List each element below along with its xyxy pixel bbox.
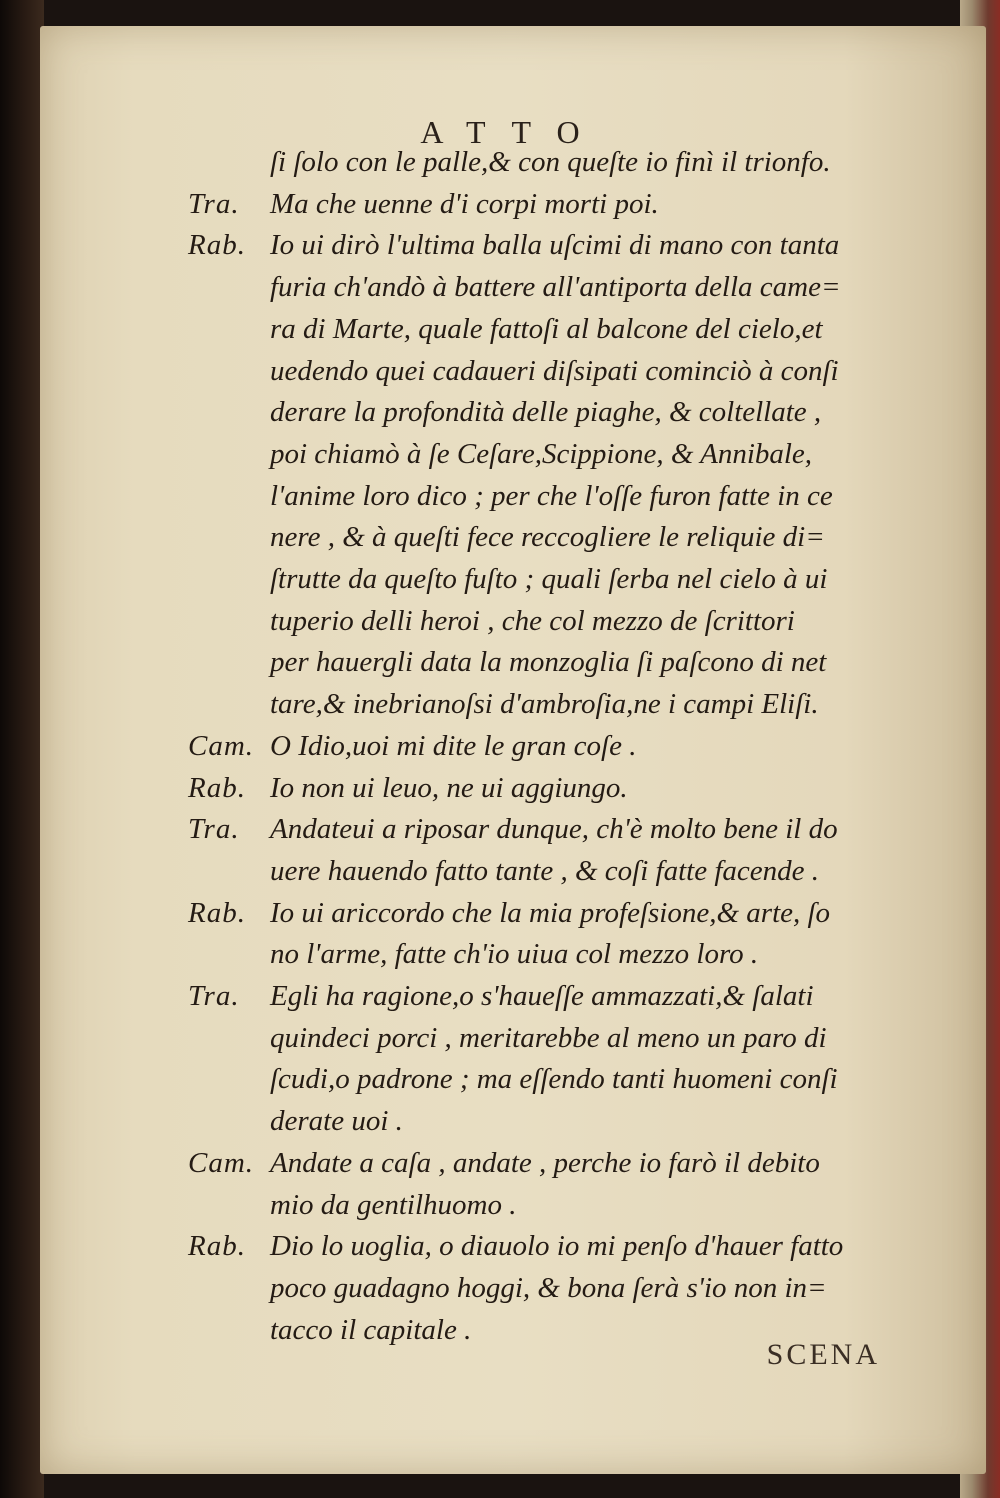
text-line: [40, 855, 986, 899]
line-text: uedendo quei cadaueri diſsipati cominciò à conſi: [270, 354, 839, 387]
text-line: [40, 688, 986, 732]
line-text: derare la profondità delle piaghe, & coltellate ,: [270, 396, 822, 429]
text-line: [40, 772, 986, 816]
line-text: tare,& inebrianoſsi d'ambroſia,ne i campi Eliſi.: [270, 688, 819, 721]
line-text: Io non ui leuo, ne ui aggiungo.: [270, 771, 628, 804]
text-line: [40, 1272, 986, 1316]
line-text: ſtrutte da queſto fuſto ; quali ſerba nel cielo à ui: [270, 563, 828, 595]
text-line: [40, 313, 986, 357]
text-line: [40, 1230, 986, 1274]
speaker-label: Tra.: [188, 813, 240, 846]
text-line: [40, 813, 986, 857]
text-line: [40, 146, 986, 190]
line-text: tacco il capitale .: [270, 1313, 472, 1346]
book-page: [40, 26, 986, 1474]
text-line: [40, 605, 986, 649]
text-line: [40, 355, 986, 399]
text-line: [40, 1105, 986, 1149]
text-line: [40, 229, 986, 273]
line-text: Andateui a riposar dunque, ch'è molto bene il do: [270, 813, 838, 846]
text-line: [40, 980, 986, 1024]
speaker-label: Rab.: [188, 896, 246, 929]
text-line: [40, 521, 986, 565]
text-line: [40, 938, 986, 982]
line-text: ra di Marte, quale fattoſi al balcone del cielo,et: [270, 312, 823, 345]
line-text: l'anime loro dico ; per che l'oſſe furon fatte in ce: [270, 479, 833, 512]
line-text: Egli ha ragione,o s'haueſſe ammazzati,& ſalati: [270, 980, 814, 1012]
line-text: per hauergli data la monzoglia ſi paſcono di net: [270, 646, 827, 679]
text-line: [40, 1189, 986, 1233]
line-text: O Idio,uoi mi dite le gran coſe .: [270, 729, 637, 762]
line-text: Dio lo uoglia, o diauolo io mi penſo d'hauer fatto: [270, 1230, 844, 1263]
line-text: poi chiamò à ſe Ceſare,Scippione, & Annibale,: [270, 437, 813, 470]
line-text: quindeci porci , meritarebbe al meno un paro di: [270, 1021, 827, 1054]
speaker-label: Tra.: [188, 187, 240, 220]
line-text: tuperio delli heroi , che col mezzo de ſcrittori: [270, 604, 795, 637]
text-line: [40, 897, 986, 941]
book-binding-left: [0, 0, 44, 1498]
line-text: Io ui dirò l'ultima balla uſcimi di mano con tanta: [270, 229, 840, 262]
line-text: mio da gentilhuomo .: [270, 1188, 517, 1221]
speaker-label: Tra.: [188, 980, 240, 1012]
text-line: [40, 730, 986, 774]
text-line: [40, 1022, 986, 1066]
speaker-label: Rab.: [188, 1230, 246, 1263]
speaker-label: Rab.: [188, 229, 246, 262]
text-line: [40, 438, 986, 482]
line-text: ſi ſolo con le palle,& con queſte io finì il trionfo.: [270, 146, 831, 178]
speaker-label: Cam.: [188, 729, 255, 762]
running-head: ATTO: [420, 114, 606, 150]
line-text: Andate a caſa , andate , perche io farò il debito: [270, 1146, 820, 1179]
text-line: [40, 563, 986, 607]
line-text: derate uoi .: [270, 1105, 403, 1138]
line-text: furia ch'andò à battere all'antiporta della came=: [270, 271, 841, 304]
line-text: no l'arme, fatte ch'io uiua col mezzo loro .: [270, 938, 759, 971]
text-line: [40, 271, 986, 315]
catchword: SCENA: [766, 1338, 880, 1371]
line-text: Io ui ariccordo che la mia profeſsione,& arte, ſo: [270, 896, 831, 929]
line-text: uere hauendo fatto tante , & coſi fatte facende .: [270, 854, 819, 887]
line-text: ſcudi,o padrone ; ma eſſendo tanti huomeni conſi: [270, 1063, 838, 1096]
speaker-label: Cam.: [188, 1146, 255, 1179]
speaker-label: Rab.: [188, 771, 246, 804]
text-line: [40, 188, 986, 232]
text-line: [40, 1147, 986, 1191]
text-line: [40, 480, 986, 524]
line-text: Ma che uenne d'i corpi morti poi.: [270, 187, 659, 220]
text-line: [40, 646, 986, 690]
line-text: nere , & à queſti fece reccogliere le reliquie di=: [270, 521, 825, 554]
line-text: poco guadagno hoggi, & bona ſerà s'io non in=: [270, 1271, 827, 1304]
text-line: [40, 1063, 986, 1107]
text-line: [40, 396, 986, 440]
